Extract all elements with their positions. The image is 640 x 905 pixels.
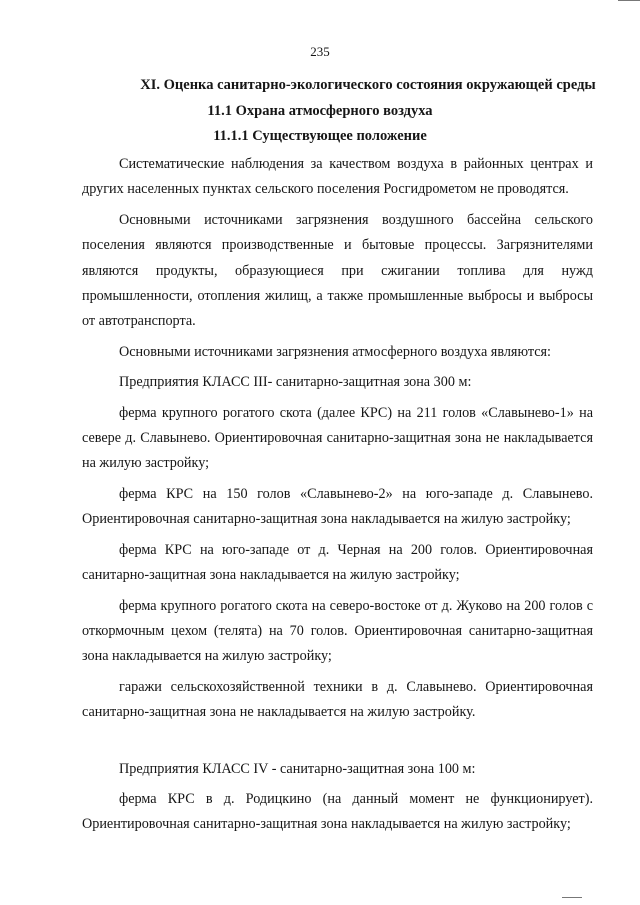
paragraph: ферма КРС на 150 голов «Славынево-2» на юго-западе д. Славынево. Ориентировочная санитарно-защитная зона накладывается на жилую застройку; bbox=[82, 485, 593, 528]
paragraph: ферма крупного рогатого скота (далее КРС) на 211 голов «Славынево-1» на севере д. Славынево. Ориентировочная санитарно-защитная зона не накладывается на жилую застройку; bbox=[82, 404, 593, 472]
document-body bbox=[82, 152, 593, 838]
paragraph: ферма КРС в д. Родицкино (на данный момент не функционирует). Ориентировочная санитарно-защитная зона накладывается на жилую застройку; bbox=[82, 790, 593, 833]
paragraph: Систематические наблюдения за качеством воздуха в районных центрах и других населенных пунктах сельского поселения Росгидрометом не проводятся. bbox=[82, 156, 593, 198]
page-number: 235 bbox=[310, 44, 330, 59]
scan-mark-bottom bbox=[562, 897, 582, 898]
paragraph: Предприятия КЛАСС III- санитарно-защитная зона 300 м: bbox=[119, 374, 472, 391]
subsection-heading: 11.1 Охрана атмосферного воздуха bbox=[207, 103, 433, 119]
paragraph: гаражи сельскохозяйственной техники в д. Славынево. Ориентировочная санитарно-защитная зона не накладывается на жилую застройку. bbox=[82, 678, 593, 721]
paragraph: ферма КРС на юго-западе от д. Черная на 200 голов. Ориентировочная санитарно-защитная зона накладывается на жилую застройку; bbox=[82, 541, 593, 584]
section-heading: XI. Оценка санитарно-экологического состояния окружающей среды bbox=[140, 77, 596, 93]
paragraph: Предприятия КЛАСС IV - санитарно-защитная зона 100 м: bbox=[119, 760, 476, 777]
paragraph: Основными источниками загрязнения атмосферного воздуха являются: bbox=[119, 343, 552, 360]
paragraph: ферма крупного рогатого скота на северо-востоке от д. Жуково на 200 голов с откормочным цехом (телята) на 70 голов. Ориентировочная санитарно-защитная зона накладывается на жилую застройку; bbox=[82, 597, 593, 665]
subsubsection-heading: 11.1.1 Существующее положение bbox=[213, 128, 427, 144]
paragraph: Основными источниками загрязнения воздушного бассейна сельского поселения являются производственные и бытовые процессы. Загрязнителями являются продукты, образующиеся при сжигании топлива для нужд промышленности, отопления жилищ, а также промышленные выбросы и выбросы от автотранспорта. bbox=[82, 211, 593, 330]
scan-mark-top bbox=[618, 0, 640, 1]
